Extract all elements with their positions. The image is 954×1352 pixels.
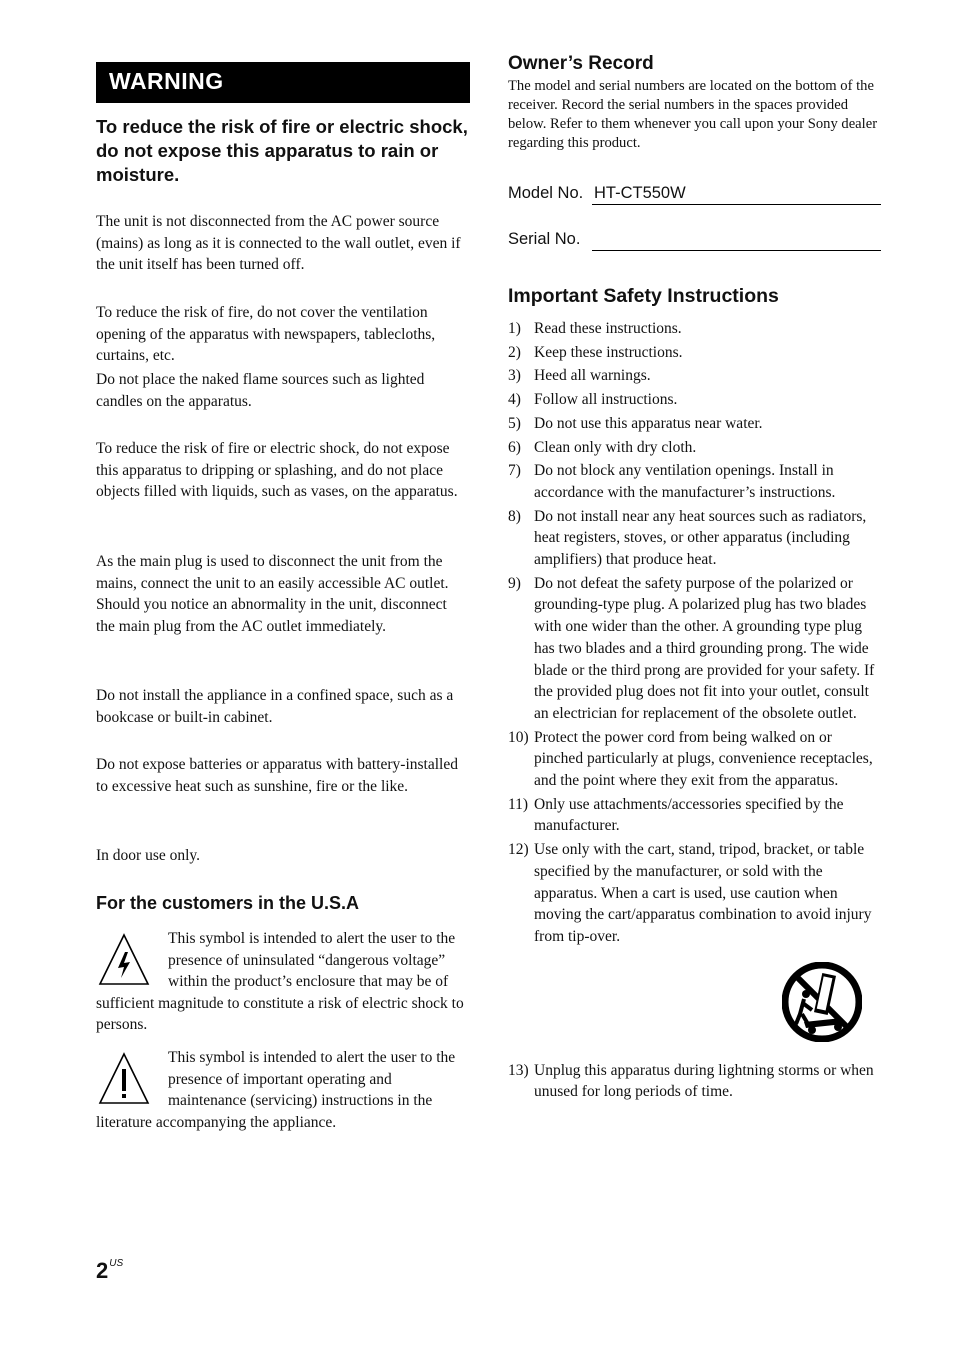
list-item: 5) Do not use this apparatus near water. [508,414,763,432]
symbol-block-lightning [96,928,471,1036]
list-item: 2) Keep these instructions. [508,343,683,361]
page-number: $2^{US}$ [96,1257,124,1283]
usa-heading: For the customers in the U.S.A [96,893,360,913]
list-item: 10) Protect the power cord from being walked on or pinched particularly at plugs, convenience receptacles, and the point where they exit from the apparatus. [508,728,873,790]
list-item: 1) Read these instructions. [508,320,682,337]
list-item: 7) Do not block any ventilation openings. Install in accordance with the manufacturer’s instructions. [508,462,836,501]
paragraph-dripping: To reduce the risk of fire or electric shock, do not expose this apparatus to dripping or splashing, and do not place objects filled with liquids, such as vases, on the apparatus. [96,440,458,501]
paragraph-indoor-use: In door use only. [96,847,201,864]
paragraph-ac-disconnect: The unit is not disconnected from the AC power source (mains) as long as it is connected to the wall outlet, even if the unit itself has been turned off. [96,213,461,274]
model-underline [592,204,881,205]
list-item: 12) Use only with the cart, stand, tripod, bracket, or table specified by the manufacturer, or sold with the apparatus. When a cart is used, use caution when moving the cart/apparatus combination to avoid injury from tip-over. [508,841,872,945]
cart-tip-over-warning-icon [782,962,862,1042]
symbol-block-exclamation [96,1047,471,1133]
cart-icon-row [508,950,883,1058]
model-number-field [508,179,881,205]
owners-record-text: The model and serial numbers are located on the bottom of the receiver. Record the serial numbers in the spaces provided below. Refer to them whenever you call upon your Sony dealer regarding this product. [508,78,878,151]
serial-label: Serial No. [508,230,581,248]
safety-heading: Important Safety Instructions [508,285,779,307]
list-item: 6) Clean only with dry cloth. [508,438,697,456]
serial-underline [592,250,881,251]
symbol-exclamation-text: This symbol is intended to alert the user to the presence of important operating and maintenance (servicing) instructions in the literature accompanying the appliance. [96,1049,456,1131]
list-item: 13) Unplug this apparatus during lightning storms or when unused for long periods of time. [508,1061,874,1101]
owners-record-heading: Owner’s Record [508,53,654,74]
paragraph-batteries: Do not expose batteries or apparatus with battery-installed to excessive heat such as sunshine, fire or the like. [96,756,458,795]
exclamation-warning-icon [98,1051,150,1107]
paragraph-naked-flame: Do not place the naked flame sources such as lighted candles on the apparatus. [96,371,425,410]
model-label: Model No. [508,184,584,202]
safety-instructions-list [508,318,883,1105]
warning-lead-text: To reduce the risk of fire or electric shock, do not expose this apparatus to rain or moisture. [96,116,468,185]
warning-title: WARNING [109,68,224,94]
list-item: 4) Follow all instructions. [508,391,678,409]
symbol-lightning-text: This symbol is intended to alert the user to the presence of uninsulated “dangerous voltage” within the product’s enclosure that may be of sufficient magnitude to constitute a risk of electric shock to persons. [96,930,464,1033]
list-item: 9) Do not defeat the safety purpose of the polarized or grounding-type plug. A polarized plug has two blades with one wider than the other. A grounding type plug has two blades and a third grounding prong. The wide blade or the third prong are provided for your safety. If the provided plug does not fit into your outlet, consult an electrician for replacement of the obsolete outlet. [508,574,875,722]
paragraph-ventilation: To reduce the risk of fire, do not cover the ventilation opening of the apparatus with newspapers, tablecloths, curtains, etc. [96,304,436,365]
paragraph-confined-space: Do not install the appliance in a confined space, such as a bookcase or built-in cabinet. [96,687,454,726]
serial-number-field[interactable] [508,225,881,251]
lightning-warning-icon [98,932,150,988]
model-value: HT-CT550W [594,184,686,202]
list-item: 11) Only use attachments/accessories specified by the manufacturer. [508,795,844,835]
paragraph-main-plug: As the main plug is used to disconnect the unit from the mains, connect the unit to an easily accessible AC outlet. Should you notice an abnormality in the unit, disconnect the main plug from the AC outlet immediately. [96,553,449,636]
list-item: 3) Heed all warnings. [508,367,651,385]
list-item: 8) Do not install near any heat sources such as radiators, heat registers, stoves, or other apparatus (including amplifiers) that produce heat. [508,507,867,569]
warning-banner [96,62,470,103]
page-region-suffix: US [109,1257,124,1269]
